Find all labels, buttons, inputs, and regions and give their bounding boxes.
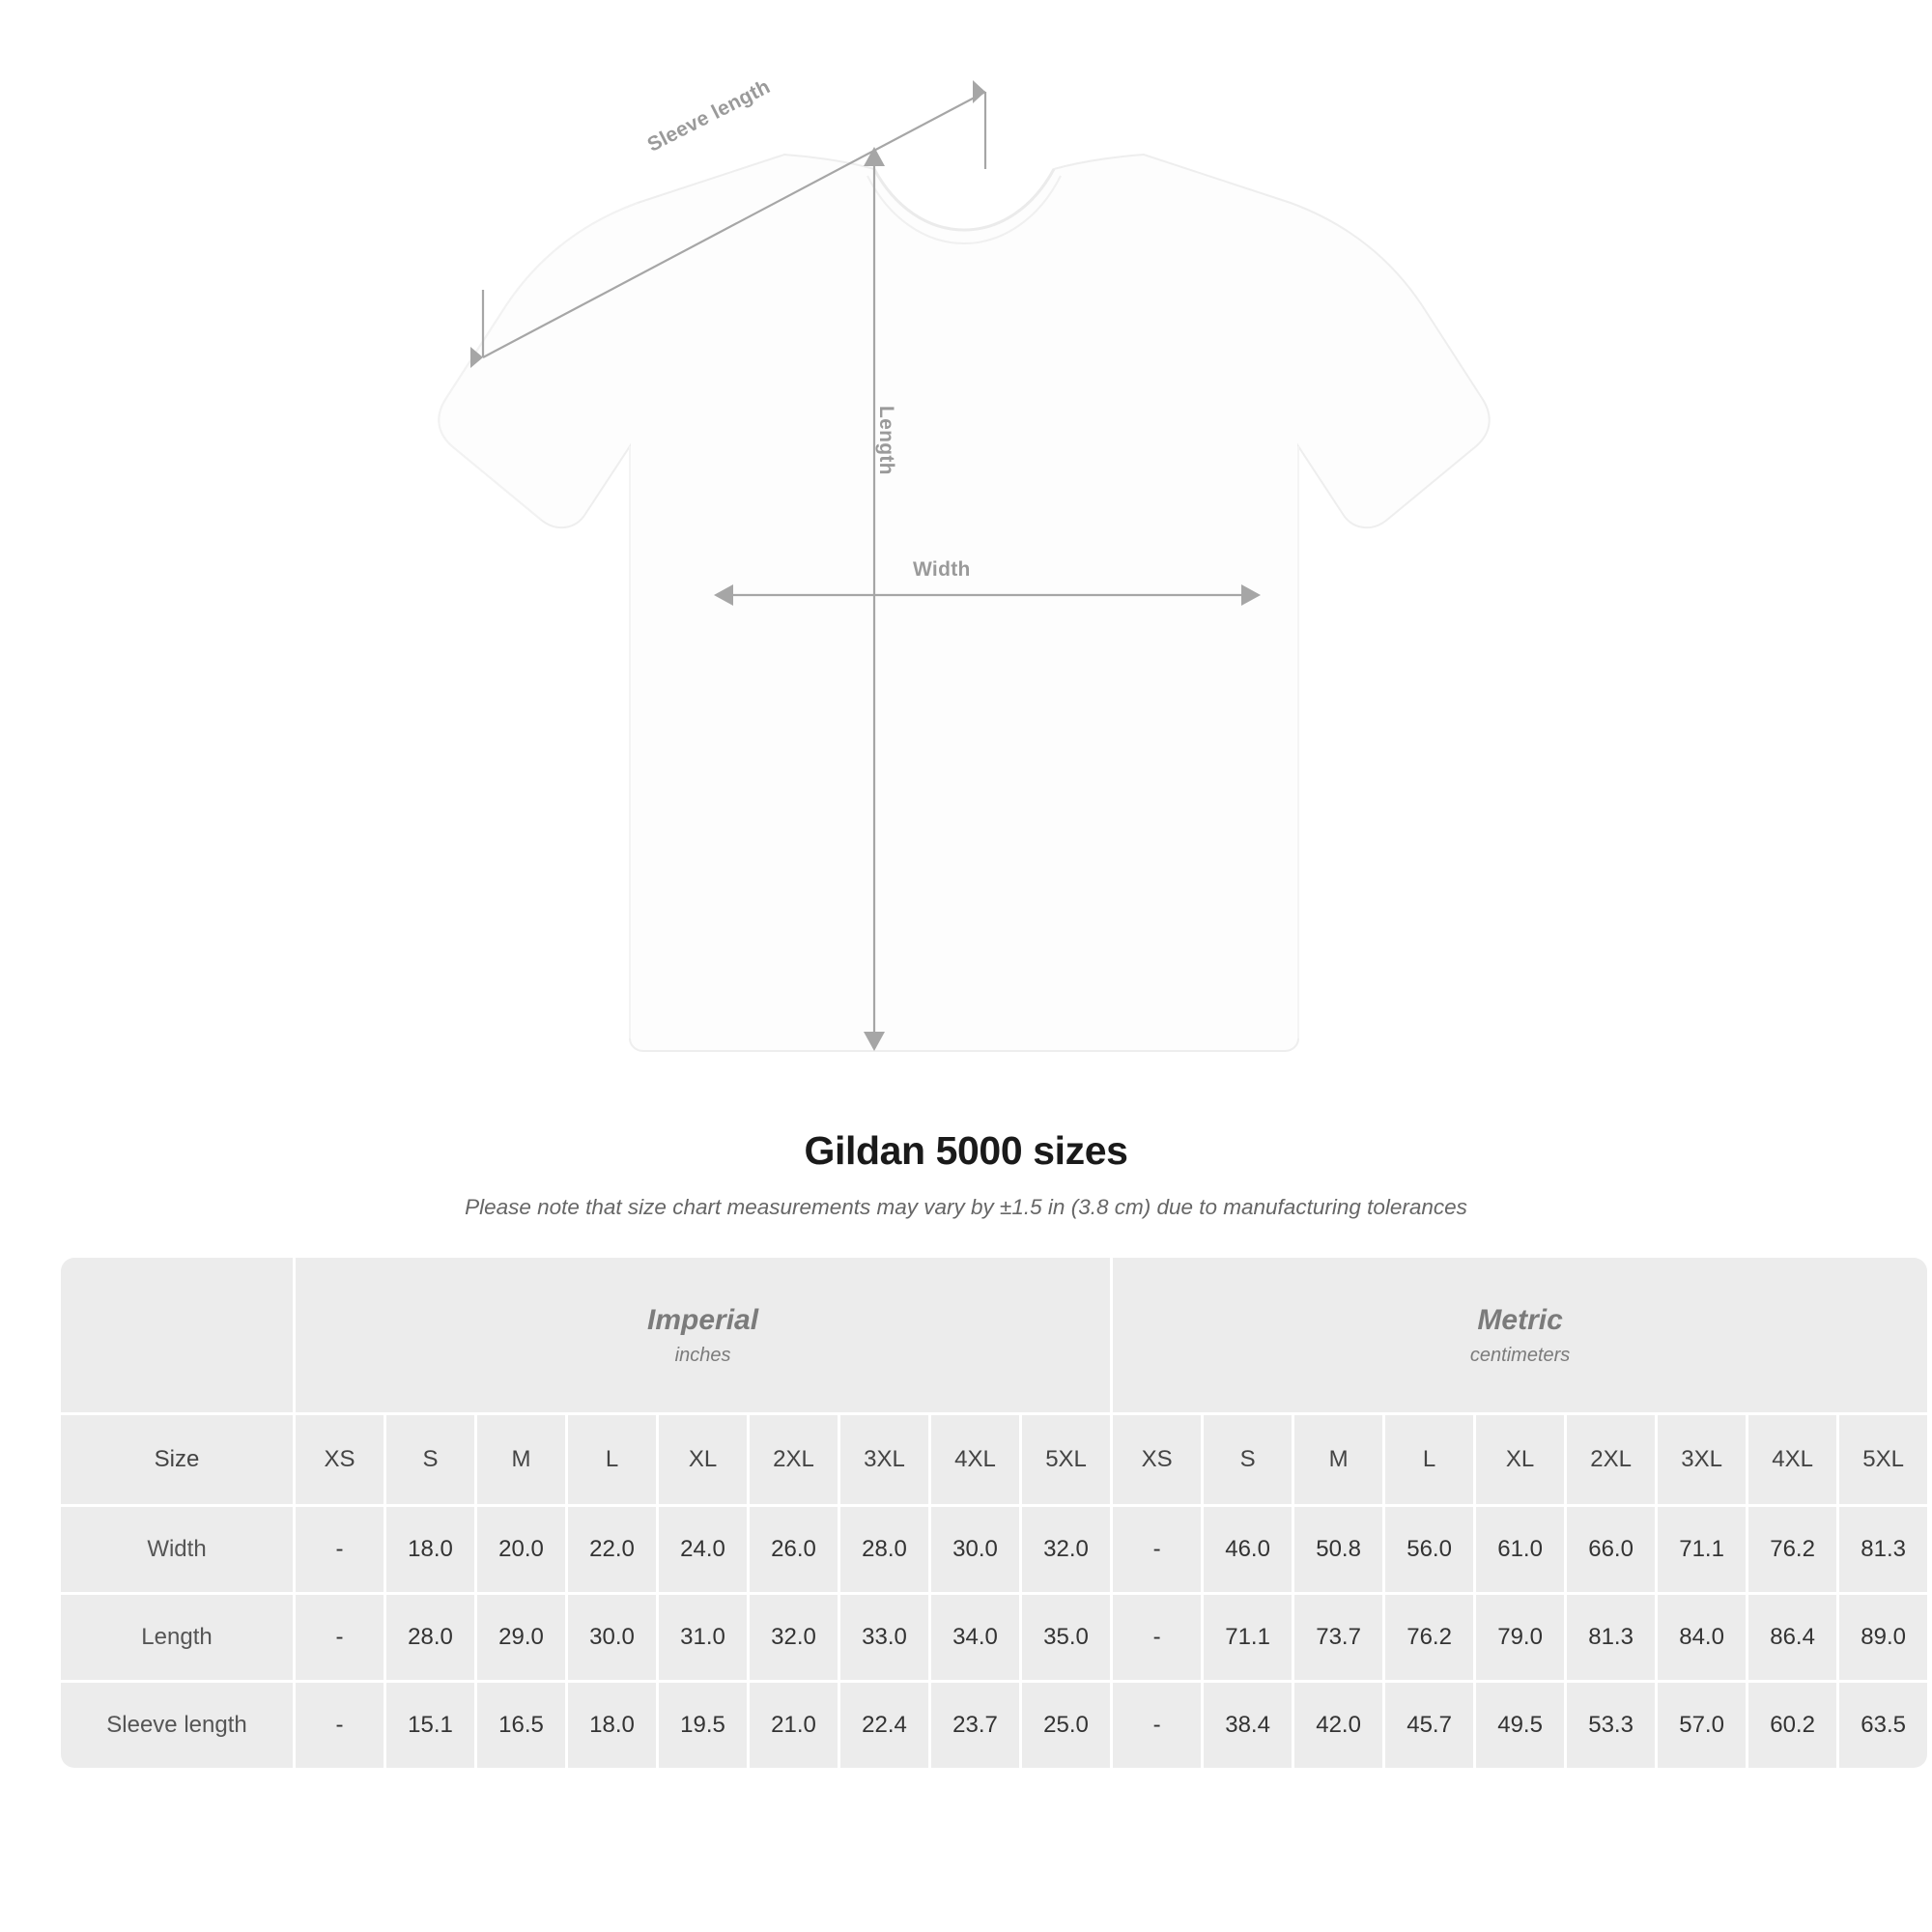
- unit-header-imperial: [296, 1258, 1110, 1412]
- width-label: Width: [913, 558, 971, 581]
- cell-sleeve-imperial-xl: 19.5: [659, 1683, 747, 1768]
- cell-sleeve-metric-2xl: 53.3: [1567, 1683, 1655, 1768]
- cell-width-metric-2xl: 66.0: [1567, 1507, 1655, 1592]
- cell-width-imperial-xs: -: [296, 1507, 384, 1592]
- header-metric-4xl: 4XL: [1748, 1415, 1836, 1504]
- cell-length-imperial-2xl: 32.0: [750, 1595, 838, 1680]
- unit-imperial-sub: inches: [674, 1344, 731, 1366]
- row-label-length: Length: [61, 1595, 293, 1680]
- sleeve-length-label: Sleeve length: [643, 75, 775, 156]
- table-row: [61, 1595, 1927, 1680]
- cell-sleeve-metric-m: 42.0: [1294, 1683, 1382, 1768]
- cell-width-metric-m: 50.8: [1294, 1507, 1382, 1592]
- cell-sleeve-imperial-2xl: 21.0: [750, 1683, 838, 1768]
- cell-length-metric-4xl: 86.4: [1748, 1595, 1836, 1680]
- header-imperial-4xl: 4XL: [931, 1415, 1019, 1504]
- cell-width-imperial-4xl: 30.0: [931, 1507, 1019, 1592]
- cell-length-metric-2xl: 81.3: [1567, 1595, 1655, 1680]
- header-metric-s: S: [1204, 1415, 1292, 1504]
- cell-length-imperial-4xl: 34.0: [931, 1595, 1019, 1680]
- cell-width-metric-5xl: 81.3: [1839, 1507, 1927, 1592]
- cell-sleeve-imperial-m: 16.5: [477, 1683, 565, 1768]
- header-metric-2xl: 2XL: [1567, 1415, 1655, 1504]
- cell-width-imperial-s: 18.0: [386, 1507, 474, 1592]
- cell-sleeve-imperial-3xl: 22.4: [840, 1683, 928, 1768]
- table-row: [61, 1507, 1927, 1592]
- cell-width-imperial-2xl: 26.0: [750, 1507, 838, 1592]
- cell-length-metric-xs: -: [1113, 1595, 1201, 1680]
- page-title: Gildan 5000 sizes: [804, 1128, 1128, 1173]
- header-imperial-3xl: 3XL: [840, 1415, 928, 1504]
- title-block: [0, 1128, 1932, 1220]
- unit-imperial-name: Imperial: [647, 1303, 759, 1336]
- cell-width-metric-s: 46.0: [1204, 1507, 1292, 1592]
- cell-sleeve-imperial-s: 15.1: [386, 1683, 474, 1768]
- tolerance-note: Please note that size chart measurements may vary by ±1.5 in (3.8 cm) due to manufacturing tolerances: [465, 1195, 1467, 1219]
- cell-sleeve-imperial-5xl: 25.0: [1022, 1683, 1110, 1768]
- cell-width-metric-xs: -: [1113, 1507, 1201, 1592]
- cell-width-metric-xl: 61.0: [1476, 1507, 1564, 1592]
- header-imperial-l: L: [568, 1415, 656, 1504]
- cell-sleeve-metric-3xl: 57.0: [1658, 1683, 1746, 1768]
- size-table-wrapper: [58, 1255, 1906, 1771]
- header-imperial-xs: XS: [296, 1415, 384, 1504]
- header-metric-3xl: 3XL: [1658, 1415, 1746, 1504]
- cell-width-imperial-l: 22.0: [568, 1507, 656, 1592]
- tshirt-shape: [439, 155, 1489, 1051]
- cell-width-imperial-3xl: 28.0: [840, 1507, 928, 1592]
- header-metric-m: M: [1294, 1415, 1382, 1504]
- unit-metric-name: Metric: [1477, 1303, 1563, 1336]
- cell-length-imperial-xs: -: [296, 1595, 384, 1680]
- cell-width-imperial-5xl: 32.0: [1022, 1507, 1110, 1592]
- header-imperial-5xl: 5XL: [1022, 1415, 1110, 1504]
- header-imperial-xl: XL: [659, 1415, 747, 1504]
- cell-length-metric-s: 71.1: [1204, 1595, 1292, 1680]
- size-header-row: [61, 1415, 1927, 1504]
- cell-length-metric-5xl: 89.0: [1839, 1595, 1927, 1680]
- unit-metric-sub: centimeters: [1469, 1344, 1571, 1366]
- cell-length-metric-m: 73.7: [1294, 1595, 1382, 1680]
- cell-width-metric-l: 56.0: [1385, 1507, 1473, 1592]
- header-metric-l: L: [1385, 1415, 1473, 1504]
- header-imperial-2xl: 2XL: [750, 1415, 838, 1504]
- cell-sleeve-metric-5xl: 63.5: [1839, 1683, 1927, 1768]
- cell-length-imperial-m: 29.0: [477, 1595, 565, 1680]
- row-label-sleeve-length: Sleeve length: [61, 1683, 293, 1768]
- cell-sleeve-imperial-l: 18.0: [568, 1683, 656, 1768]
- cell-width-metric-4xl: 76.2: [1748, 1507, 1836, 1592]
- cell-width-metric-3xl: 71.1: [1658, 1507, 1746, 1592]
- cell-width-imperial-m: 20.0: [477, 1507, 565, 1592]
- length-label: Length: [875, 406, 897, 475]
- unit-header-metric: [1113, 1258, 1927, 1412]
- header-metric-xl: XL: [1476, 1415, 1564, 1504]
- cell-sleeve-metric-l: 45.7: [1385, 1683, 1473, 1768]
- row-label-width: Width: [61, 1507, 293, 1592]
- size-table: [58, 1255, 1930, 1771]
- cell-length-imperial-3xl: 33.0: [840, 1595, 928, 1680]
- table-row: [61, 1683, 1927, 1768]
- cell-length-metric-l: 76.2: [1385, 1595, 1473, 1680]
- cell-width-imperial-xl: 24.0: [659, 1507, 747, 1592]
- cell-sleeve-metric-4xl: 60.2: [1748, 1683, 1836, 1768]
- unit-header-blank: [61, 1258, 293, 1412]
- header-imperial-s: S: [386, 1415, 474, 1504]
- cell-sleeve-metric-xl: 49.5: [1476, 1683, 1564, 1768]
- unit-group-header-row: [61, 1258, 1927, 1412]
- cell-sleeve-imperial-4xl: 23.7: [931, 1683, 1019, 1768]
- cell-sleeve-metric-xs: -: [1113, 1683, 1201, 1768]
- cell-sleeve-metric-s: 38.4: [1204, 1683, 1292, 1768]
- header-imperial-m: M: [477, 1415, 565, 1504]
- cell-length-imperial-s: 28.0: [386, 1595, 474, 1680]
- cell-sleeve-imperial-xs: -: [296, 1683, 384, 1768]
- cell-length-imperial-l: 30.0: [568, 1595, 656, 1680]
- header-metric-5xl: 5XL: [1839, 1415, 1927, 1504]
- cell-length-imperial-5xl: 35.0: [1022, 1595, 1110, 1680]
- cell-length-metric-3xl: 84.0: [1658, 1595, 1746, 1680]
- header-metric-xs: XS: [1113, 1415, 1201, 1504]
- header-size: Size: [61, 1415, 293, 1504]
- cell-length-imperial-xl: 31.0: [659, 1595, 747, 1680]
- cell-length-metric-xl: 79.0: [1476, 1595, 1564, 1680]
